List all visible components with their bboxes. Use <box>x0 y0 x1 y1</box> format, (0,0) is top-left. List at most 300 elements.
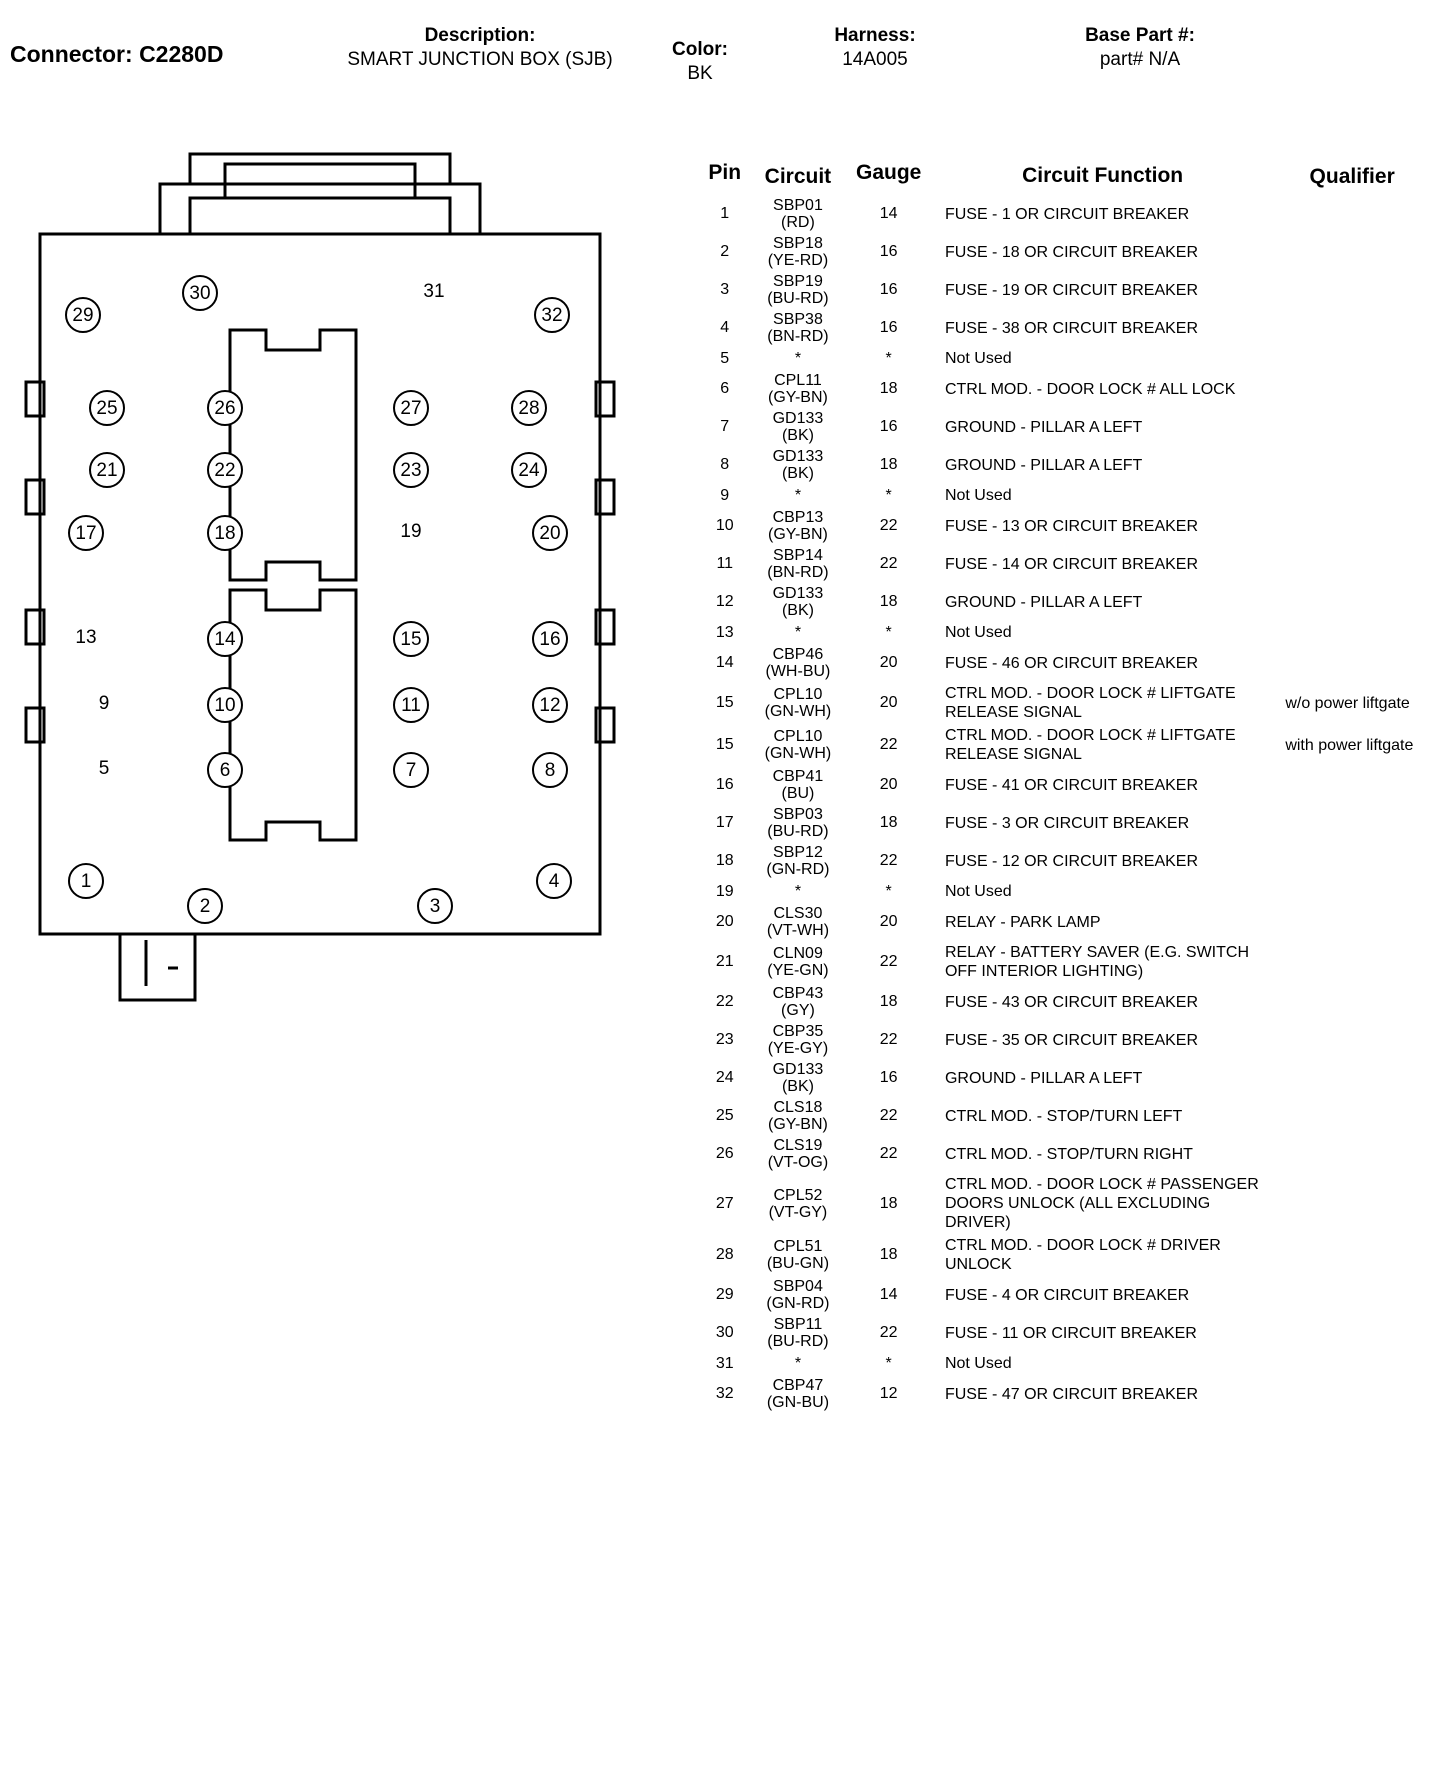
cell-qualifier <box>1275 903 1430 941</box>
cell-function: FUSE - 46 OR CIRCUIT BREAKER <box>944 654 1199 672</box>
circuit-code: * <box>794 883 802 900</box>
cell-function: FUSE - 41 OR CIRCUIT BREAKER <box>944 776 1199 794</box>
cell-circuit <box>749 842 846 880</box>
circuit-code: SBP12 <box>773 844 823 861</box>
cell-gauge: 18 <box>879 593 898 610</box>
cell-circuit <box>749 583 846 621</box>
circuit-wire-color: (BU-RD) <box>767 1333 829 1350</box>
cell-qualifier <box>1275 1173 1430 1234</box>
circuit-wire-color: (BU-RD) <box>767 823 829 840</box>
table-row <box>700 484 1430 507</box>
circuit-code: GD133 <box>772 448 824 465</box>
description-label: Description: <box>424 25 536 46</box>
cell-gauge: 16 <box>879 319 898 336</box>
pin-marker-12: 12 <box>532 687 568 723</box>
cell-pin: 21 <box>715 953 734 970</box>
cell-qualifier <box>1275 271 1430 309</box>
circuit-code: CLN09 <box>773 945 823 962</box>
cell-circuit <box>749 1173 846 1234</box>
cell-function: FUSE - 11 OR CIRCUIT BREAKER <box>944 1324 1197 1342</box>
cell-circuit <box>749 271 846 309</box>
table-row <box>700 233 1430 271</box>
cell-function: FUSE - 38 OR CIRCUIT BREAKER <box>944 319 1199 337</box>
cell-pin: 26 <box>715 1145 734 1162</box>
cell-circuit <box>749 644 846 682</box>
cell-pin: 10 <box>715 517 734 534</box>
table-row <box>700 309 1430 347</box>
pin-marker-4: 4 <box>536 863 572 899</box>
pin-marker-6: 6 <box>207 752 243 788</box>
pin-marker-5: 5 <box>98 758 110 779</box>
cell-qualifier <box>1275 1276 1430 1314</box>
table-row <box>700 682 1430 724</box>
circuit-wire-color: (BU) <box>781 785 815 802</box>
connector-id-cell <box>10 42 340 67</box>
table-row <box>700 983 1430 1021</box>
pinout-table <box>700 160 1430 1413</box>
circuit-wire-color: (WH-BU) <box>765 663 831 680</box>
cell-pin: 12 <box>715 593 734 610</box>
cell-circuit <box>749 446 846 484</box>
cell-circuit <box>749 941 846 983</box>
circuit-wire-color: (BN-RD) <box>767 564 829 581</box>
cell-pin: 31 <box>715 1354 734 1372</box>
table-row <box>700 1314 1430 1352</box>
cell-pin: 30 <box>715 1324 734 1341</box>
cell-function: CTRL MOD. - DOOR LOCK # PASSENGER DOORS UNLOCK (ALL EXCLUDING DRIVER) <box>944 1176 1259 1231</box>
cell-gauge: 18 <box>879 814 898 831</box>
cell-gauge: 22 <box>879 517 898 534</box>
cell-circuit <box>749 347 846 370</box>
circuit-wire-color: (YE-GN) <box>767 962 829 979</box>
cell-gauge: 22 <box>879 852 898 869</box>
circuit-code: SBP03 <box>773 806 823 823</box>
circuit-code: GD133 <box>772 585 824 602</box>
cell-qualifier <box>1275 507 1430 545</box>
cell-function: CTRL MOD. - DOOR LOCK # ALL LOCK <box>944 380 1236 398</box>
circuit-wire-color: (BK) <box>781 465 814 482</box>
circuit-code: CBP47 <box>772 1377 824 1394</box>
cell-qualifier <box>1275 1021 1430 1059</box>
pinout-table-container <box>700 160 1430 1413</box>
circuit-wire-color: (GY-BN) <box>768 389 828 406</box>
cell-circuit <box>749 682 846 724</box>
circuit-code: CLS19 <box>773 1137 823 1154</box>
cell-qualifier <box>1275 233 1430 271</box>
circuit-wire-color: (GN-WH) <box>764 745 832 762</box>
circuit-wire-color: (GY-BN) <box>768 526 828 543</box>
color-cell <box>645 38 755 86</box>
cell-pin: 20 <box>715 913 734 930</box>
table-row <box>700 880 1430 903</box>
pin-marker-10: 10 <box>207 687 243 723</box>
pin-marker-19: 19 <box>400 521 422 542</box>
cell-circuit <box>749 1135 846 1173</box>
cell-qualifier <box>1275 408 1430 446</box>
circuit-code: CBP35 <box>772 1023 824 1040</box>
cell-pin: 25 <box>715 1107 734 1124</box>
connector-label: Connector: <box>10 41 140 67</box>
pin-marker-28: 28 <box>511 390 547 426</box>
circuit-wire-color: (GY) <box>781 1002 815 1019</box>
description-cell <box>330 24 630 72</box>
cell-gauge: 16 <box>879 1069 898 1086</box>
cell-circuit <box>749 408 846 446</box>
cell-qualifier <box>1275 880 1430 903</box>
cell-function: FUSE - 14 OR CIRCUIT BREAKER <box>944 555 1199 573</box>
cell-function: FUSE - 19 OR CIRCUIT BREAKER <box>944 281 1199 299</box>
circuit-wire-color: (RD) <box>781 214 815 231</box>
table-row <box>700 583 1430 621</box>
circuit-code: GD133 <box>772 1061 824 1078</box>
cell-qualifier <box>1275 1234 1430 1276</box>
table-row <box>700 766 1430 804</box>
circuit-code: CBP46 <box>772 646 824 663</box>
cell-circuit <box>749 545 846 583</box>
cell-gauge: 22 <box>879 736 898 753</box>
cell-pin: 1 <box>720 205 730 222</box>
cell-qualifier <box>1275 583 1430 621</box>
cell-gauge: * <box>885 486 892 504</box>
cell-pin: 32 <box>715 1385 734 1402</box>
cell-gauge: 18 <box>879 993 898 1010</box>
circuit-code: GD133 <box>772 410 824 427</box>
cell-qualifier <box>1275 941 1430 983</box>
cell-gauge: 22 <box>879 1107 898 1124</box>
cell-pin: 14 <box>715 654 734 671</box>
cell-qualifier <box>1275 1135 1430 1173</box>
circuit-wire-color: (VT-WH) <box>766 922 830 939</box>
cell-gauge: 16 <box>879 281 898 298</box>
pin-marker-31: 31 <box>423 281 445 302</box>
cell-function: CTRL MOD. - DOOR LOCK # DRIVER UNLOCK <box>944 1237 1221 1273</box>
cell-gauge: 22 <box>879 953 898 970</box>
pin-marker-25: 25 <box>89 390 125 426</box>
cell-function: FUSE - 35 OR CIRCUIT BREAKER <box>944 1031 1199 1049</box>
pin-marker-21: 21 <box>89 452 125 488</box>
cell-circuit <box>749 1234 846 1276</box>
cell-qualifier <box>1275 545 1430 583</box>
cell-qualifier <box>1275 1059 1430 1097</box>
circuit-wire-color: (GN-WH) <box>764 703 832 720</box>
connector-diagram <box>20 150 680 1070</box>
header-function: Circuit Function <box>1022 164 1184 187</box>
circuit-code: CLS18 <box>773 1099 823 1116</box>
cell-qualifier: w/o power liftgate <box>1285 694 1410 712</box>
cell-pin: 27 <box>715 1194 734 1212</box>
cell-pin: 17 <box>715 814 734 831</box>
base-part-label: Base Part #: <box>1085 25 1195 46</box>
header-pin: Pin <box>708 161 742 184</box>
header-circuit: Circuit <box>764 165 832 188</box>
table-row <box>700 1173 1430 1234</box>
cell-gauge: 14 <box>879 1286 898 1303</box>
pin-marker-23: 23 <box>393 452 429 488</box>
cell-function: FUSE - 43 OR CIRCUIT BREAKER <box>944 993 1199 1011</box>
table-row <box>700 446 1430 484</box>
cell-gauge: 16 <box>879 243 898 260</box>
pin-marker-26: 26 <box>207 390 243 426</box>
cell-pin: 23 <box>715 1031 734 1048</box>
cell-circuit <box>749 309 846 347</box>
color-value: BK <box>687 63 713 84</box>
cell-function: RELAY - PARK LAMP <box>944 913 1101 931</box>
cell-pin: 4 <box>720 319 730 336</box>
cell-pin: 15 <box>715 736 734 753</box>
circuit-code: SBP19 <box>773 273 823 290</box>
cell-pin: 3 <box>720 281 730 298</box>
circuit-wire-color: (VT-GY) <box>768 1203 828 1221</box>
cell-circuit <box>749 724 846 766</box>
cell-function: GROUND - PILLAR A LEFT <box>944 593 1143 611</box>
cell-pin: 15 <box>715 694 734 711</box>
cell-function: GROUND - PILLAR A LEFT <box>944 1069 1143 1087</box>
pin-marker-13: 13 <box>75 627 97 648</box>
pinout-table-body <box>700 195 1430 1413</box>
cell-pin: 2 <box>720 243 730 260</box>
table-row <box>700 545 1430 583</box>
header-gauge: Gauge <box>855 161 922 184</box>
cell-circuit <box>749 1375 846 1413</box>
cell-circuit <box>749 195 846 233</box>
pin-marker-3: 3 <box>417 888 453 924</box>
circuit-code: * <box>794 624 802 641</box>
circuit-code: SBP11 <box>773 1316 823 1333</box>
cell-function: RELAY - BATTERY SAVER (E.G. SWITCH OFF INTERIOR LIGHTING) <box>944 944 1249 980</box>
pin-marker-29: 29 <box>65 297 101 333</box>
cell-function: Not Used <box>944 624 1012 641</box>
pin-marker-22: 22 <box>207 452 243 488</box>
circuit-wire-color: (BN-RD) <box>767 328 829 345</box>
cell-gauge: * <box>885 882 892 900</box>
circuit-code: CPL52 <box>773 1186 823 1204</box>
circuit-code: SBP04 <box>773 1278 823 1295</box>
pin-marker-2: 2 <box>187 888 223 924</box>
circuit-code: SBP01 <box>773 197 823 214</box>
table-row <box>700 195 1430 233</box>
cell-qualifier: with power liftgate <box>1285 736 1414 754</box>
pin-marker-14: 14 <box>207 621 243 657</box>
cell-gauge: 18 <box>879 1194 898 1212</box>
circuit-wire-color: (BU-RD) <box>767 290 829 307</box>
circuit-code: CBP43 <box>772 985 824 1002</box>
cell-gauge: 20 <box>879 913 898 930</box>
table-row <box>700 621 1430 644</box>
table-row <box>700 1097 1430 1135</box>
pin-marker-1: 1 <box>68 863 104 899</box>
circuit-code: * <box>794 350 802 367</box>
cell-gauge: 22 <box>879 1145 898 1162</box>
cell-function: FUSE - 47 OR CIRCUIT BREAKER <box>944 1385 1199 1403</box>
cell-qualifier <box>1275 446 1430 484</box>
cell-function: CTRL MOD. - STOP/TURN RIGHT <box>944 1145 1193 1163</box>
cell-circuit <box>749 1352 846 1375</box>
cell-pin: 8 <box>720 456 730 473</box>
pin-marker-16: 16 <box>532 621 568 657</box>
cell-gauge: 20 <box>879 694 898 711</box>
cell-circuit <box>749 804 846 842</box>
circuit-wire-color: (BK) <box>781 602 814 619</box>
cell-gauge: 12 <box>879 1385 898 1402</box>
cell-gauge: 14 <box>879 205 898 222</box>
table-row <box>700 724 1430 766</box>
cell-pin: 13 <box>715 623 734 641</box>
cell-circuit <box>749 621 846 644</box>
cell-function: GROUND - PILLAR A LEFT <box>944 418 1143 436</box>
pin-marker-7: 7 <box>393 752 429 788</box>
cell-pin: 16 <box>715 776 734 793</box>
cell-circuit <box>749 233 846 271</box>
table-row <box>700 1352 1430 1375</box>
cell-function: CTRL MOD. - STOP/TURN LEFT <box>944 1107 1183 1125</box>
harness-label: Harness: <box>834 25 916 46</box>
cell-pin: 18 <box>715 852 734 869</box>
cell-gauge: 18 <box>879 1246 898 1263</box>
circuit-code: CPL10 <box>773 728 823 745</box>
cell-circuit <box>749 1059 846 1097</box>
circuit-code: CLS30 <box>773 905 823 922</box>
circuit-wire-color: (BK) <box>781 427 814 444</box>
cell-circuit <box>749 1314 846 1352</box>
cell-function: FUSE - 18 OR CIRCUIT BREAKER <box>944 243 1199 261</box>
description-value: SMART JUNCTION BOX (SJB) <box>347 49 613 70</box>
pin-marker-17: 17 <box>68 515 104 551</box>
cell-qualifier <box>1275 842 1430 880</box>
cell-gauge: 20 <box>879 776 898 793</box>
pin-marker-24: 24 <box>511 452 547 488</box>
cell-function: FUSE - 12 OR CIRCUIT BREAKER <box>944 852 1199 870</box>
cell-function: Not Used <box>944 883 1012 900</box>
circuit-wire-color: (BK) <box>781 1078 814 1095</box>
cell-gauge: 22 <box>879 1324 898 1341</box>
cell-pin: 29 <box>715 1286 734 1303</box>
cell-circuit <box>749 1276 846 1314</box>
circuit-code: SBP38 <box>773 311 823 328</box>
pin-marker-18: 18 <box>207 515 243 551</box>
harness-cell <box>780 24 970 72</box>
circuit-wire-color: (GN-RD) <box>766 861 830 878</box>
connector-value: C2280D <box>139 41 224 67</box>
cell-function: FUSE - 1 OR CIRCUIT BREAKER <box>944 205 1190 223</box>
table-row <box>700 941 1430 983</box>
table-row <box>700 1276 1430 1314</box>
cell-function: Not Used <box>944 487 1012 504</box>
circuit-code: SBP14 <box>773 547 823 564</box>
table-row <box>700 271 1430 309</box>
cell-function: Not Used <box>944 1355 1012 1372</box>
table-row <box>700 644 1430 682</box>
table-row <box>700 903 1430 941</box>
cell-circuit <box>749 484 846 507</box>
table-row <box>700 507 1430 545</box>
cell-pin: 22 <box>715 993 734 1010</box>
circuit-wire-color: (GN-RD) <box>766 1295 830 1312</box>
table-row <box>700 1375 1430 1413</box>
pin-marker-11: 11 <box>393 687 429 723</box>
cell-qualifier <box>1275 484 1430 507</box>
cell-qualifier <box>1275 1352 1430 1375</box>
circuit-wire-color: (BU-GN) <box>766 1255 830 1272</box>
cell-function: FUSE - 4 OR CIRCUIT BREAKER <box>944 1286 1190 1304</box>
cell-qualifier <box>1275 766 1430 804</box>
cell-function: FUSE - 13 OR CIRCUIT BREAKER <box>944 517 1199 535</box>
cell-gauge: 22 <box>879 1031 898 1048</box>
pin-marker-27: 27 <box>393 390 429 426</box>
circuit-code: CPL11 <box>774 372 822 389</box>
circuit-wire-color: (VT-OG) <box>767 1154 829 1171</box>
cell-qualifier <box>1275 347 1430 370</box>
table-row <box>700 1135 1430 1173</box>
cell-gauge: 16 <box>879 418 898 435</box>
cell-gauge: 18 <box>879 456 898 473</box>
circuit-code: CBP41 <box>772 768 824 785</box>
pin-marker-20: 20 <box>532 515 568 551</box>
cell-qualifier <box>1275 309 1430 347</box>
cell-pin: 24 <box>715 1069 734 1086</box>
cell-circuit <box>749 1021 846 1059</box>
table-row <box>700 842 1430 880</box>
cell-circuit <box>749 507 846 545</box>
circuit-wire-color: (GN-BU) <box>766 1394 830 1411</box>
pin-marker-8: 8 <box>532 752 568 788</box>
table-row <box>700 1234 1430 1276</box>
table-row <box>700 408 1430 446</box>
table-row <box>700 1059 1430 1097</box>
base-part-cell <box>1000 24 1280 72</box>
cell-function: Not Used <box>944 350 1012 367</box>
cell-pin: 6 <box>720 380 730 397</box>
cell-circuit <box>749 766 846 804</box>
cell-gauge: * <box>885 349 892 367</box>
cell-function: CTRL MOD. - DOOR LOCK # LIFTGATE RELEASE SIGNAL <box>944 685 1236 721</box>
table-row <box>700 1021 1430 1059</box>
base-part-value: part# N/A <box>1099 49 1181 70</box>
cell-gauge: * <box>885 1354 892 1372</box>
cell-qualifier <box>1275 1097 1430 1135</box>
header-qualifier: Qualifier <box>1309 165 1395 188</box>
circuit-wire-color: (YE-RD) <box>767 252 829 269</box>
cell-function: CTRL MOD. - DOOR LOCK # LIFTGATE RELEASE SIGNAL <box>944 727 1236 763</box>
color-label: Color: <box>672 39 728 60</box>
cell-gauge: 20 <box>879 654 898 671</box>
table-row <box>700 347 1430 370</box>
cell-gauge: 18 <box>879 380 898 397</box>
cell-qualifier <box>1275 370 1430 408</box>
cell-pin: 28 <box>715 1246 734 1263</box>
circuit-code: CBP13 <box>772 509 824 526</box>
cell-circuit <box>749 370 846 408</box>
circuit-code: SBP18 <box>773 235 823 252</box>
cell-pin: 9 <box>720 486 730 504</box>
cell-qualifier <box>1275 983 1430 1021</box>
cell-pin: 19 <box>715 882 734 900</box>
cell-qualifier <box>1275 1375 1430 1413</box>
cell-function: FUSE - 3 OR CIRCUIT BREAKER <box>944 814 1190 832</box>
cell-circuit <box>749 903 846 941</box>
cell-qualifier <box>1275 621 1430 644</box>
circuit-wire-color: (GY-BN) <box>768 1116 828 1133</box>
circuit-code: * <box>794 1355 802 1372</box>
cell-qualifier <box>1275 195 1430 233</box>
cell-qualifier <box>1275 644 1430 682</box>
table-row <box>700 804 1430 842</box>
harness-value: 14A005 <box>842 49 908 70</box>
page-header <box>0 10 1440 110</box>
cell-function: GROUND - PILLAR A LEFT <box>944 456 1143 474</box>
pin-marker-9: 9 <box>98 693 110 714</box>
cell-qualifier <box>1275 804 1430 842</box>
table-row <box>700 370 1430 408</box>
